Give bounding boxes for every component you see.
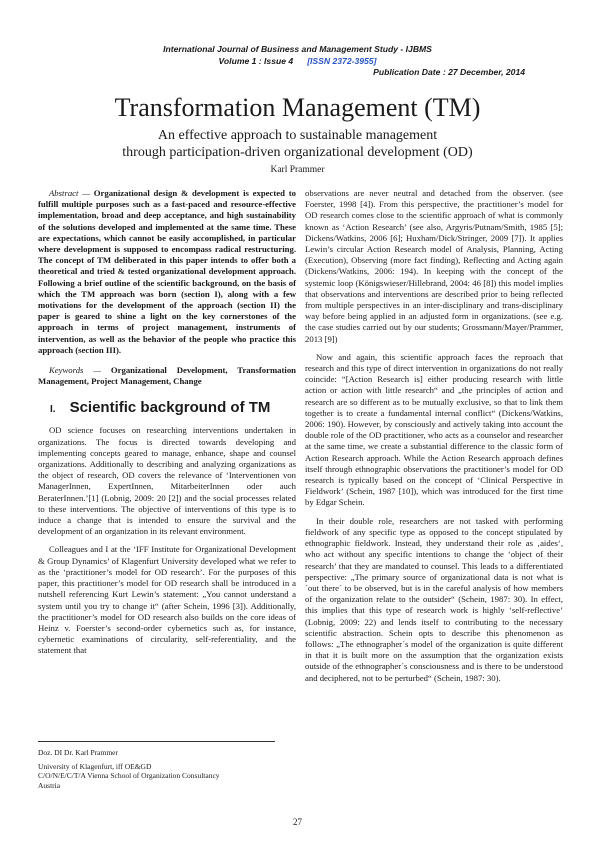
right-column (305, 188, 563, 691)
journal-name: International Journal of Business and Management Study - IJBMS (163, 44, 432, 54)
abstract-lead: Abstract — (49, 188, 90, 198)
keywords-text: Organizational Development, Transformation Management, Project Management, Change (38, 365, 297, 387)
subtitle-line-1: An effective approach to sustainable management (157, 128, 438, 143)
body-paragraph: OD science focuses on researching interventions undertaken in organizations. The focus is directed towards developing and implementing concepts geared to manage, enhance, shape and counsel organizations. Additionally to describing and analyzing organizations as the object of research, OD covers the relevance of ‘Interventionen von ManagerInnen, ExpertInnen, MitarbeiterInnen oder auch BeraterInnen.’[1] (Lobnig, 2009: 20 [2]) and the social processes related to these interventions. The objective of interventions of this type is to induce a change that is intended to ensure the survival and the development of an organization in its relevant environment. (38, 425, 296, 537)
footnote-divider (38, 741, 275, 742)
abstract (38, 188, 296, 356)
section-heading (50, 399, 296, 419)
section-number: I. (50, 404, 56, 416)
left-column (38, 188, 296, 664)
footnote-affiliation-2: C/O/N/E/C/T/A Vienna School of Organization Consultancy (38, 771, 220, 781)
body-paragraph: In their double role, researchers are not tasked with performing fieldwork of any specific type as opposed to the concept stipulated by ethnographic fieldwork. Instead, they understand their role as ‚aides‘, who act without any specific intentions to change the ‘object of their research’ that they are mandated to counsel. This leads to a differentiated perspective: „The primary source of organizational data is not what is ´out there´ to be observed, but is in the careful analysis of how members of the organization relate to the outsider“ (Schein, 1987: 30). In effect, this implies that this type of research work is highly ‘self-reflective’ (Lobnig, 2009: 22) and lends itself to contributing to the necessary scientific abstraction. Schein opts to describe this phenomenon as follows: „The ethnographer´s model of the organization is quite different in that it is built more on the assumption that the organization exists outside of the ethnographer´s consciousness and is there to be understood and deciphered, not to be perturbed“ (Schein, 1987: 30). (305, 515, 563, 683)
keywords-lead: Keywords — (49, 365, 101, 376)
subtitle-line-2: through participation-driven organizational development (OD) (122, 145, 473, 160)
abstract-text: Organizational design & development is expected to fulfill multiple purposes such as a fast-paced and resource-effective implementation, broad and deep acceptance, and high sustainability of the solutions developed and implemented at the same time. These are expectations, which cannot be easily accomplished, in particular where development is supposed to encompass radical restructuring. The concept of TM deliberated in this paper intends to offer both a theoretical and tried & tested organizational development approach. Following a brief outline of the scientific background, on the basis of which the TM approach was born (section I), along with a few motivations for the development of the approach (section II) the paper is geared to shine a light on the key cornerstones of the approach in terms of project management, instruments of intervention, as well as the behavior of the people who practice this approach (section III). (38, 188, 297, 355)
section-title: Scientific background of TM (69, 399, 271, 417)
body-paragraph: Colleagues and I at the ‘IFF Institute for Organizational Development & Group Dynamics’ of Klagenfurt University developed what we refer to as the ‘practitioner’s model for OD research’. For the purposes of this paper, this practitioner’s model for OD research shall be introduced in a nutshell referencing Kurt Lewin’s statement: „You cannot understand a system until you try to change it“ (after Schein, 1996 [3]). Additionally, the practitioner’s model for OD research also builds on the core ideas of Heinz v. Foerster’s second-order cybernetics such as, for instance, cybernetic examinations of circularity, self-referentiality, and the statement that (38, 544, 296, 656)
page-number: 27 (293, 817, 302, 827)
body-paragraph: Now and again, this scientific approach faces the reproach that research and this type of direct intervention in organizations do not really coincide: “[Action Research is] either producing research with little action or action with little research“ and „the principles of action and research are so different as to be mutually exclusive, so that to link them together is to create a fundamental internal conflict“ (Dickens/Watkins, 2006: 190). However, by consciously and actively taking into account the double role of the OD practitioner, who acts as a counselor and researcher at the same time, we create a substantial difference to the classic form of Action Research approach. While the Action Research approach defines itself through ethnographic observations the practitioner’s model for OD research is typically based on the concept of ‘Clinical Perspective in Fieldwork’ (Schein, 1987 [10]), which was introduced for the first time by Edgar Schein. (305, 351, 563, 508)
paper-subtitle (0, 127, 595, 161)
footnote-affiliation-1: University of Klagenfurt, iff OE&GD (38, 761, 152, 771)
journal-volume: Volume 1 : Issue 4 (218, 55, 294, 66)
keywords (38, 365, 296, 387)
footnote-country: Austria (38, 780, 61, 790)
paper-title: Transformation Management (TM) (114, 93, 481, 122)
journal-header (0, 44, 595, 79)
body-paragraph: observations are never neutral and detached from the observer. (see Foerster, 1998 [4]). From this perspective, the practitioner’s model for OD research comes close to the scientific approach of what is commonly known as ‘Action Research’ (see also, Argyris/Putnam/Smith, 1985 [5]; Dickens/Watkins, 2006 [6]; Huxham/Dick/Stringer, 2009 [7]). It applies Lewin’s circular Action Research model of Analysis, Planning, Acting (Execution), Observing (more fact finding), Reflecting and Acting again (Dickens/Watkins, 2006: 194). In keeping with the concept of the systemic loop (Königswieser/Hillebrand, 2004: 46 [8]) this model implies that observations and interventions are described prior to being reflected from multiple perspectives in an inter-disciplinary and trans-disciplinary way before being applied in an adjusted form in organizations. (see e.g. the case studies carried out by our students; Grossmann/Mayer/Prammer, 2013 [9]) (305, 188, 563, 344)
footnote-name: Doz. DI Dr. Karl Prammer (38, 748, 118, 757)
author-footnote (38, 748, 296, 790)
journal-issn: [ISSN 2372-3955] (307, 55, 377, 66)
journal-volume-line (0, 56, 595, 68)
publication-date: Publication Date : 27 December, 2014 (373, 67, 525, 77)
author-name: Karl Prammer (270, 165, 325, 175)
